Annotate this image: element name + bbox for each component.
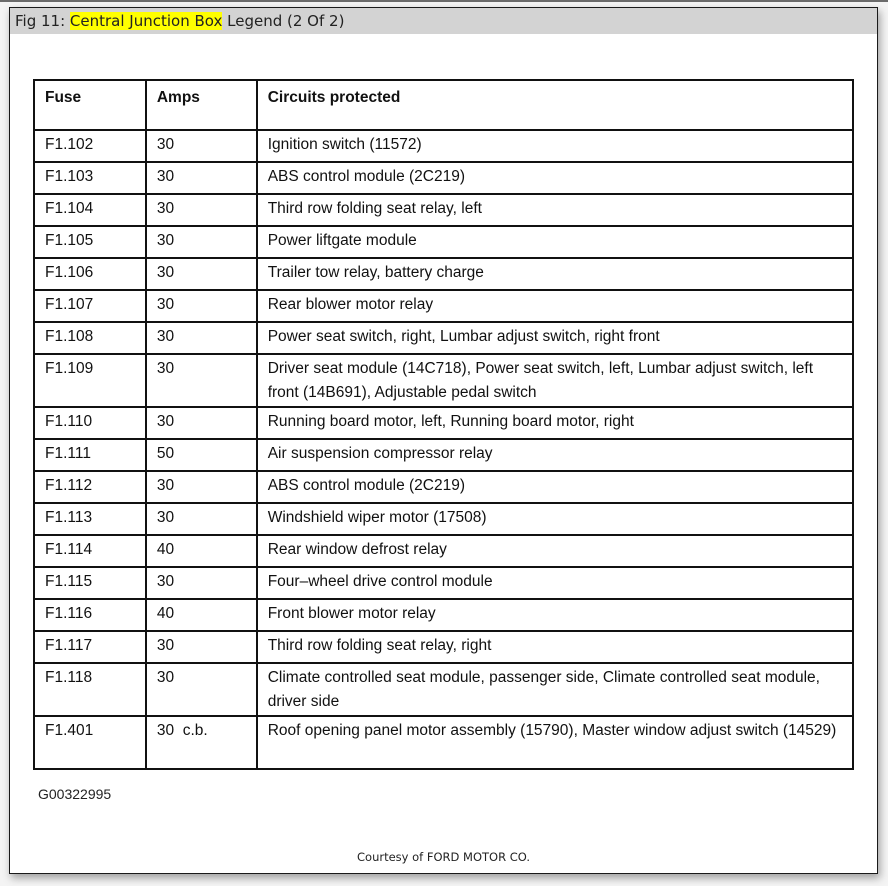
table-row (34, 258, 853, 290)
caption-suffix: Legend (2 Of 2) (222, 12, 345, 30)
amps-cell: 30 (146, 290, 257, 322)
column-header-fuse: Fuse (34, 80, 146, 130)
amps-cell: 30 (146, 407, 257, 439)
amps-cell: 30 (146, 226, 257, 258)
courtesy-credit: Courtesy of FORD MOTOR CO. (357, 850, 530, 864)
fuse-cell: F1.115 (34, 567, 146, 599)
fuse-cell: F1.401 (34, 716, 146, 769)
table-row (34, 130, 853, 162)
table-row (34, 535, 853, 567)
fuse-cell: F1.112 (34, 471, 146, 503)
circuits-cell: Climate controlled seat module, passenger side, Climate controlled seat module, driver side (257, 663, 853, 716)
table-row (34, 194, 853, 226)
table-row (34, 226, 853, 258)
amps-cell: 30 (146, 663, 257, 716)
fuse-cell: F1.114 (34, 535, 146, 567)
fuse-cell: F1.109 (34, 354, 146, 407)
table-row (34, 471, 853, 503)
table-row (34, 407, 853, 439)
amps-cell: 40 (146, 535, 257, 567)
fuse-cell: F1.104 (34, 194, 146, 226)
fuse-cell: F1.111 (34, 439, 146, 471)
table-row (34, 354, 853, 407)
fuse-cell: F1.118 (34, 663, 146, 716)
circuits-cell: Four–wheel drive control module (257, 567, 853, 599)
table-row (34, 290, 853, 322)
figure-caption (10, 8, 877, 34)
table-row (34, 716, 853, 769)
amps-cell: 30 (146, 162, 257, 194)
fuse-cell: F1.102 (34, 130, 146, 162)
table-row (34, 162, 853, 194)
circuits-cell: Front blower motor relay (257, 599, 853, 631)
table-row (34, 503, 853, 535)
table-row (34, 439, 853, 471)
column-header-amps: Amps (146, 80, 257, 130)
circuits-cell: ABS control module (2C219) (257, 471, 853, 503)
table-row (34, 322, 853, 354)
fuse-cell: F1.117 (34, 631, 146, 663)
table-header-row (34, 80, 853, 130)
table-row (34, 663, 853, 716)
circuits-cell: Running board motor, left, Running board motor, right (257, 407, 853, 439)
amps-cell: 30 (146, 194, 257, 226)
amps-cell: 40 (146, 599, 257, 631)
fuse-cell: F1.108 (34, 322, 146, 354)
circuits-cell: Trailer tow relay, battery charge (257, 258, 853, 290)
fuse-cell: F1.103 (34, 162, 146, 194)
amps-cell: 30 (146, 130, 257, 162)
amps-cell: 30 (146, 258, 257, 290)
circuits-cell: Rear window defrost relay (257, 535, 853, 567)
fuse-legend-table (33, 79, 854, 770)
amps-cell: 30 (146, 631, 257, 663)
amps-cell: 50 (146, 439, 257, 471)
circuits-cell: Ignition switch (11572) (257, 130, 853, 162)
circuits-cell: Windshield wiper motor (17508) (257, 503, 853, 535)
caption-highlighted-term: Central Junction Box (69, 12, 223, 30)
circuits-cell: Power seat switch, right, Lumbar adjust switch, right front (257, 322, 853, 354)
circuits-cell: Power liftgate module (257, 226, 853, 258)
fuse-cell: F1.116 (34, 599, 146, 631)
amps-cell: 30 (146, 322, 257, 354)
column-header-circuits: Circuits protected (257, 80, 853, 130)
figure-frame (9, 7, 878, 874)
amps-cell: 30 (146, 354, 257, 407)
figure-id: G00322995 (38, 786, 112, 802)
window-top-edge (0, 0, 888, 2)
fuse-cell: F1.105 (34, 226, 146, 258)
amps-cell: 30 c.b. (146, 716, 257, 769)
amps-cell: 30 (146, 567, 257, 599)
table-row (34, 567, 853, 599)
table-row (34, 599, 853, 631)
table-row (34, 631, 853, 663)
circuits-cell: Air suspension compressor relay (257, 439, 853, 471)
fuse-cell: F1.110 (34, 407, 146, 439)
circuits-cell: Roof opening panel motor assembly (15790), Master window adjust switch (14529) (257, 716, 853, 769)
amps-cell: 30 (146, 471, 257, 503)
circuits-cell: Driver seat module (14C718), Power seat switch, left, Lumbar adjust switch, left front (14B691), Adjustable pedal switch (257, 354, 853, 407)
amps-cell: 30 (146, 503, 257, 535)
circuits-cell: Third row folding seat relay, left (257, 194, 853, 226)
circuits-cell: Third row folding seat relay, right (257, 631, 853, 663)
circuits-cell: ABS control module (2C219) (257, 162, 853, 194)
circuits-cell: Rear blower motor relay (257, 290, 853, 322)
fuse-cell: F1.106 (34, 258, 146, 290)
fuse-cell: F1.107 (34, 290, 146, 322)
fuse-cell: F1.113 (34, 503, 146, 535)
caption-prefix: Fig 11: (15, 12, 70, 30)
